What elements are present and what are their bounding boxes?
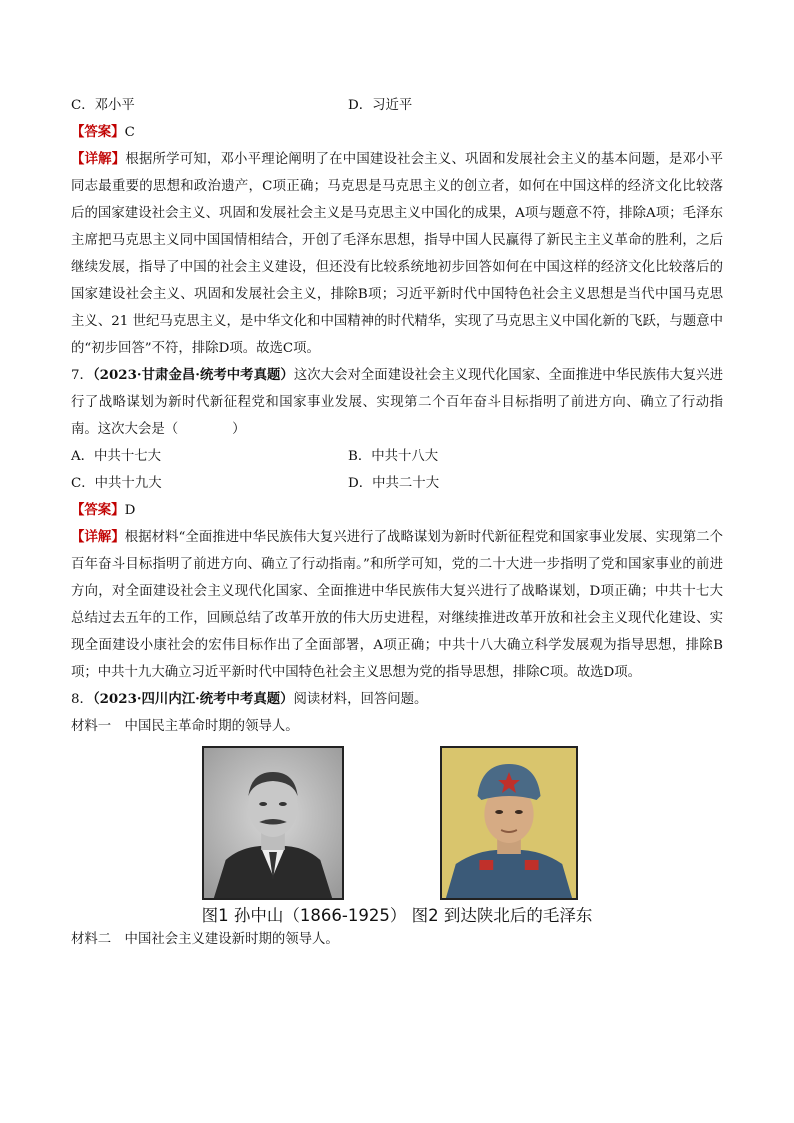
q6-detail xyxy=(71,146,723,362)
detail-tag: 【详解】 xyxy=(71,151,126,167)
detail-tag: 【详解】 xyxy=(71,529,125,545)
q7-option-d: D．中共二十大 xyxy=(348,476,440,491)
figure-caption: 图1 孙中山（1866-1925） 图2 到达陕北后的毛泽东 xyxy=(201,906,593,925)
question-stem-end: ） xyxy=(232,422,246,437)
detail-text: 根据材料“全面推进中华民族伟大复兴进行了战略谋划为新时代新征程党和国家事业发展、实现第二个百年奋斗目标指明了前进方向、确立了行动指南。”和所学可知，党的二十大进一步指明了党和国家事业的前进方向，对全面建设社会主义现代化国家、全面推进中华民族伟大复兴进行了战略谋划，D项正确；中共十七大总结过去五年的工作，回顾总结了改革开放的伟大历史进程，对继续推进改革开放和社会主义现代化建设、实现全面建设小康社会的宏伟目标作出了全面部署，A项正确；中共十八大确立科学发展观为指导思想，排除B项；中共十九大确立习近平新时代中国特色社会主义思想为党的指导思想，排除C项。故选D项。 xyxy=(71,530,724,680)
question-number: 7． xyxy=(71,368,93,383)
answer-tag: 【答案】 xyxy=(71,124,125,140)
mao-zedong-photo xyxy=(440,746,578,900)
answer-value: D xyxy=(124,503,136,518)
q6-answer xyxy=(71,119,723,146)
question-stem: 这次大会对全面建设社会主义现代化国家、全面推进中华民族伟大复兴进行了战略谋划为新时代新征程党和国家事业发展、实现第二个百年奋斗目标指明了前进方向、确立了行动指南。这次大会是（ xyxy=(71,368,723,437)
q6-option-c: C．邓小平 xyxy=(71,98,135,113)
document-page xyxy=(71,92,723,953)
portrait-image xyxy=(442,748,576,898)
answer-tag: 【答案】 xyxy=(71,502,125,518)
q7-option-c: C．中共十九大 xyxy=(71,476,162,491)
question-number: 8． xyxy=(71,692,93,707)
q6-option-d: D．习近平 xyxy=(348,98,413,113)
q8-question xyxy=(71,686,723,713)
q7-question xyxy=(71,362,723,443)
material-2: 材料二 中国社会主义建设新时期的领导人。 xyxy=(71,932,339,947)
q7-option-a: A．中共十七大 xyxy=(71,449,162,464)
question-stem: 阅读材料，回答问题。 xyxy=(293,692,428,707)
q7-options-row2 xyxy=(71,470,723,497)
q7-option-b: B．中共十八大 xyxy=(348,449,439,464)
figure-area xyxy=(71,746,723,926)
answer-value: C xyxy=(124,125,135,140)
q7-answer xyxy=(71,497,723,524)
q7-options-row1 xyxy=(71,443,723,470)
material-1: 材料一 中国民主革命时期的领导人。 xyxy=(71,719,299,734)
question-source: （2023·甘肃金昌·统考中考真题） xyxy=(92,367,294,383)
portrait-image xyxy=(204,748,342,898)
q6-options xyxy=(71,92,723,119)
sun-yatsen-photo xyxy=(202,746,344,900)
question-source: （2023·四川内江·统考中考真题） xyxy=(92,691,294,707)
detail-text: 根据所学可知，邓小平理论阐明了在中国建设社会主义、巩固和发展社会主义的基本问题，是邓小平同志最重要的思想和政治遗产，C项正确；马克思是马克思主义的创立者，如何在中国这样的经济文化比较落后的国家建设社会主义、巩固和发展社会主义是马克思主义中国化的成果，A项与题意不符，排除A项；毛泽东主席把马克思主义同中国国情相结合，开创了毛泽东思想，指导中国人民赢得了新民主主义革命的胜利，之后继续发展，指导了中国的社会主义建设，但还没有比较系统地初步回答如何在中国这样的经济文化比较落后的国家建设社会主义、巩固和发展社会主义，排除B项；习近平新时代中国特色社会主义思想是当代中国马克思主义、21 世纪马克思主义，是中华文化和中国精神的时代精华，实现了马克思主义中国化新的飞跃，与题意中的“初步回答”不符，排除D项。故选C项。 xyxy=(71,152,724,356)
q7-detail xyxy=(71,524,723,686)
